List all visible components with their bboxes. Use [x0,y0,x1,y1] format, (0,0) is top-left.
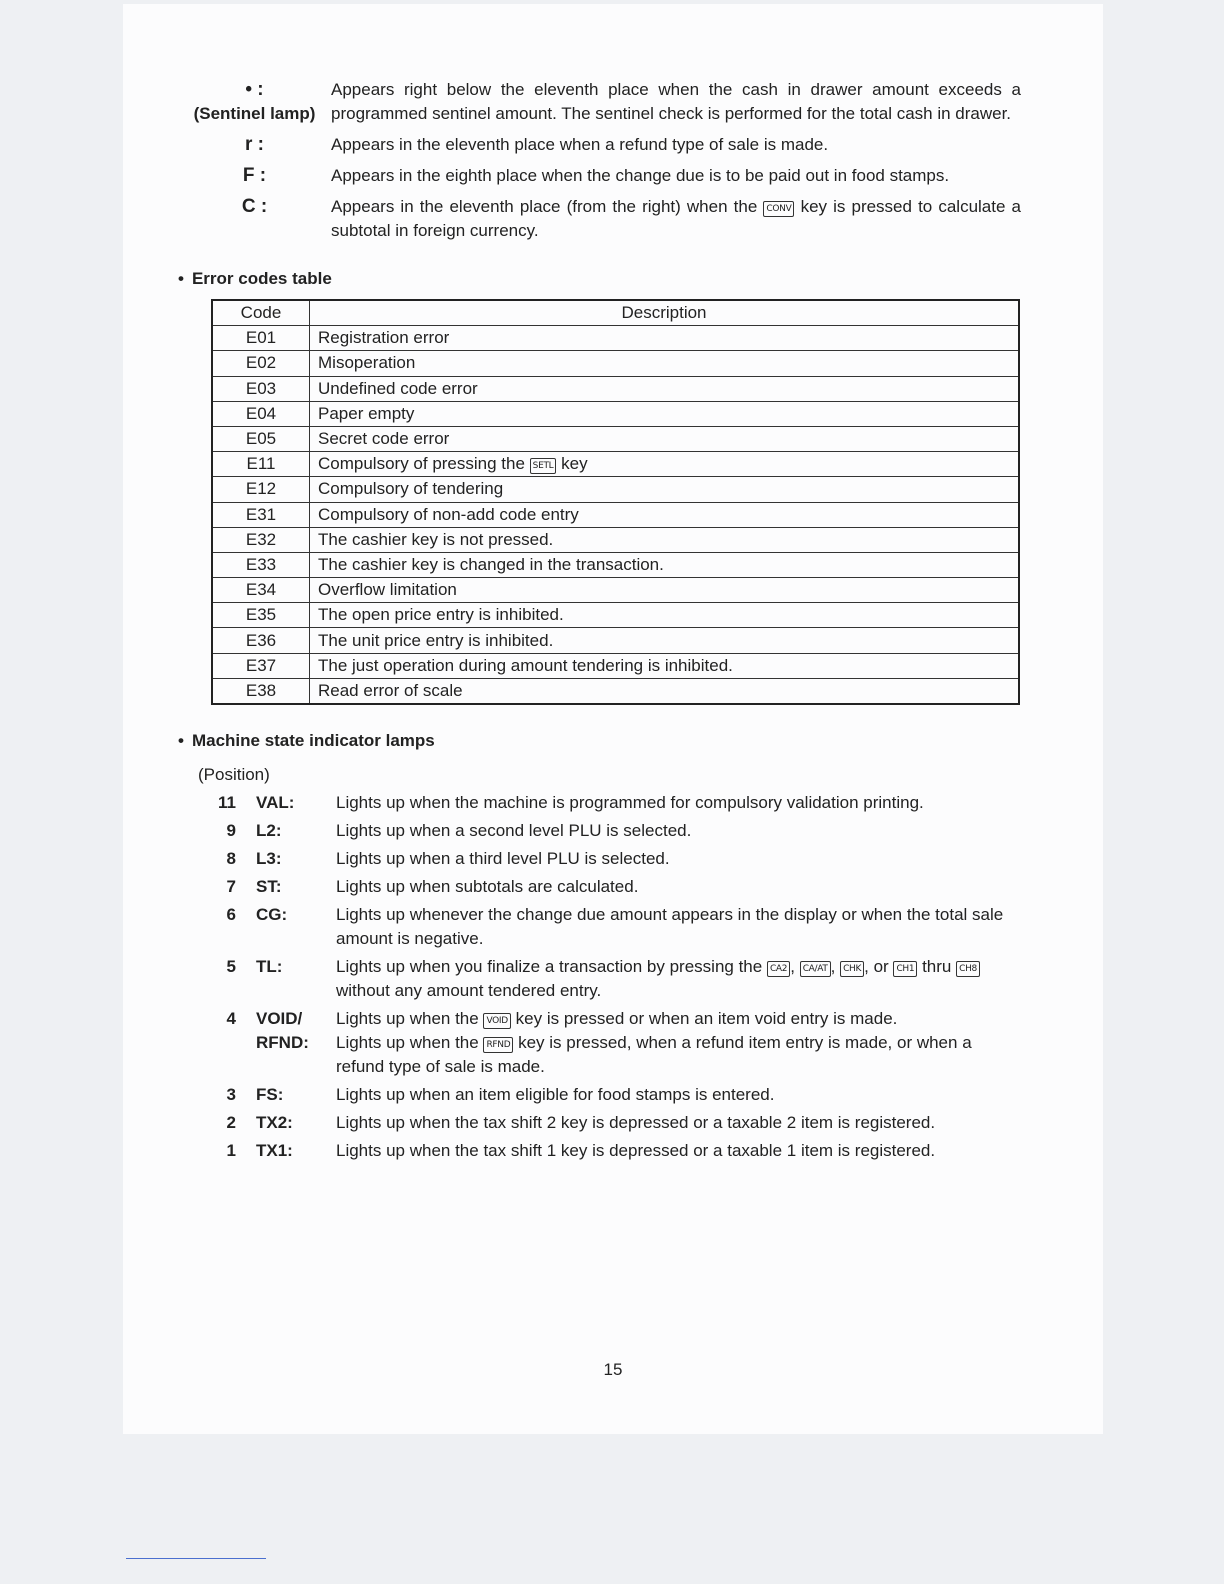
page-content [178,78,1021,1167]
symbol-description: Appears in the eleventh place (from the right) when the CONV key is pressed to calculate a subtotal in foreign currency. [331,197,1021,240]
table-row: E05 Secret code error [212,426,1019,451]
lamp-item: 1 TX1: Lights up when the tax shift 1 key is depressed or a taxable 1 item is registered. [226,1141,936,1160]
symbol-refund [178,133,1021,157]
table-row: E35 The open price entry is inhibited. [212,603,1019,628]
table-row: E12 Compulsory of tendering [212,477,1019,502]
table-row: E38 Read error of scale [212,678,1019,704]
lamp-item: 6 CG: Lights up whenever the change due amount appears in the display or when the total sale amount is negative. [226,905,1004,948]
column-header-code: Code [212,300,310,326]
indicator-lamps-heading: • Machine state indicator lamps [178,731,435,750]
refund-glyph: r : [245,134,264,155]
error-codes-table [211,299,1020,705]
sentinel-glyph: • : [245,79,264,100]
setl-key-icon: SETL [530,458,557,474]
symbol-food-stamp [178,164,1021,188]
lamp-item: 2 TX2: Lights up when the tax shift 2 key is depressed or a taxable 2 item is registered. [226,1113,936,1132]
table-row: E02 Misoperation [212,351,1019,376]
table-row: E32 The cashier key is not pressed. [212,527,1019,552]
table-row: E33 The cashier key is changed in the transaction. [212,552,1019,577]
position-label: (Position) [198,765,270,784]
column-header-description: Description [310,300,1020,326]
table-row: E34 Overflow limitation [212,578,1019,603]
void-key-icon: VOID [483,1013,510,1029]
ca2-key-icon: CA2 [767,961,790,977]
currency-glyph: C : [241,196,268,217]
symbol-currency [178,195,1021,243]
lamp-item: 5 TL: Lights up when you finalize a transaction by pressing the CA2 , CA/AT , CHK , or CH1 thru CH8 without any amount tendered entry. [178,955,1021,1003]
table-row: E37 The just operation during amount tendering is inhibited. [212,653,1019,678]
conv-key-icon: CONV [763,201,794,217]
error-codes-heading: • Error codes table [178,269,332,288]
lamp-item: 11 VAL: Lights up when the machine is programmed for compulsory validation printing. [218,793,924,812]
page-number: 15 [603,1360,623,1379]
ch8-key-icon: CH8 [956,961,980,977]
symbol-description: Appears right below the eleventh place when the cash in drawer amount exceeds a programmed sentinel amount. The sentinel check is performed for the total cash in drawer. [331,80,1021,123]
table-row: E03 Undefined code error [212,376,1019,401]
symbol-description: Appears in the eleventh place when a refund type of sale is made. [331,135,829,154]
lamp-item: 4 VOID/ Lights up when the VOID key is pressed or when an item void entry is made. [226,1009,898,1028]
lamp-item: 7 ST: Lights up when subtotals are calculated. [226,877,639,896]
lamp-item: 8 L3: Lights up when a third level PLU is selected. [226,849,670,868]
table-row: E11 Compulsory of pressing the SETL key [212,452,1019,477]
chk-key-icon: CHK [840,961,864,977]
sentinel-lamp-label: (Sentinel lamp) [193,104,316,123]
food-stamp-glyph: F : [242,165,267,186]
symbol-sentinel [178,78,1021,126]
symbol-description: Appears in the eighth place when the change due is to be paid out in food stamps. [331,166,950,185]
rfnd-key-icon: RFND [483,1037,513,1053]
table-row: E36 The unit price entry is inhibited. [212,628,1019,653]
lamp-item: RFND: Lights up when the RFND key is pressed, when a refund item entry is made, or when a refund type of sale is made. [256,1033,972,1076]
manual-page [123,4,1103,1434]
lamp-item: 9 L2: Lights up when a second level PLU is selected. [226,821,692,840]
ch1-key-icon: CH1 [893,961,917,977]
divider [126,1558,266,1559]
ca-at-key-icon: CA/AT [800,961,831,977]
lamp-item: 3 FS: Lights up when an item eligible for food stamps is entered. [226,1085,775,1104]
table-row: E04 Paper empty [212,401,1019,426]
table-row: E01 Registration error [212,326,1019,351]
table-header-row [212,300,1019,326]
table-row: E31 Compulsory of non-add code entry [212,502,1019,527]
